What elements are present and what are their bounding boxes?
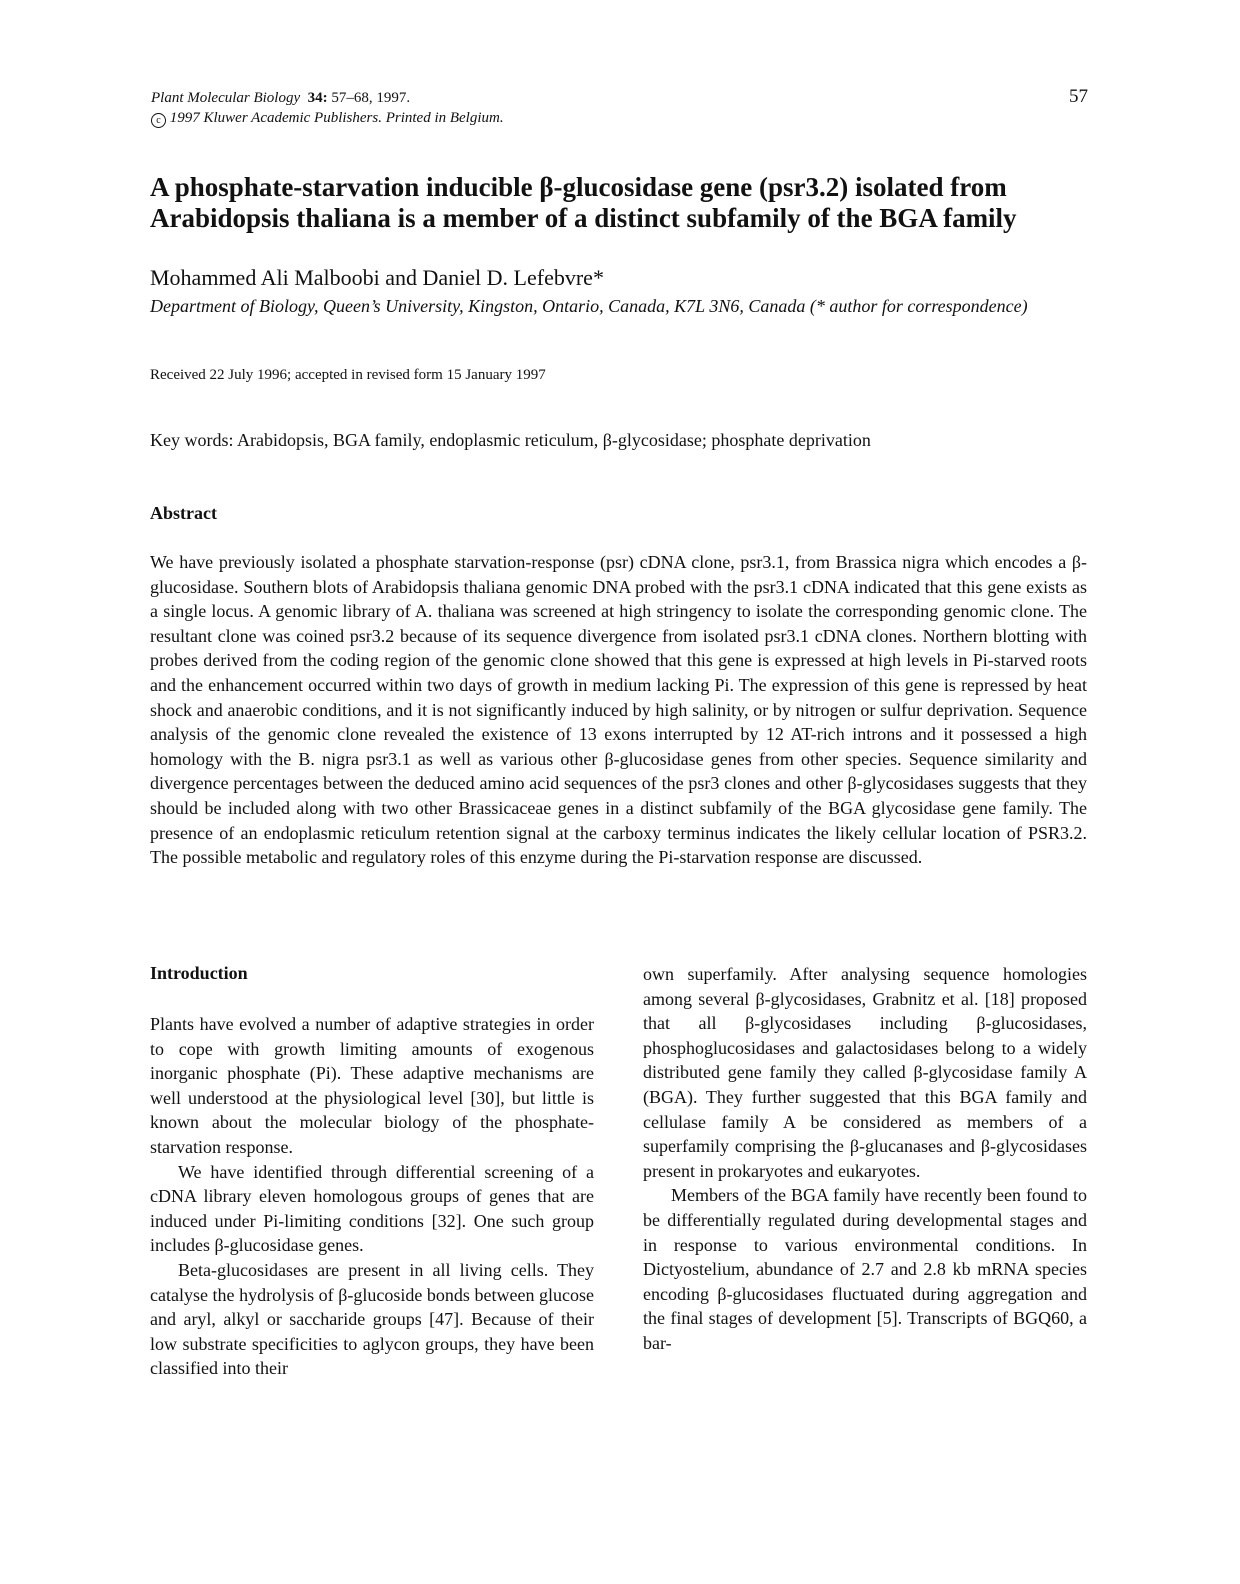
intro-paragraph-1: Plants have evolved a number of adaptive strategies in order to cope with growth limiting amounts of exogenous inorganic phosphate (Pi). These adaptive mechanisms are well understood at the physiological level [30], but little is known about the molecular biology of the phosphate-starvation response.: [150, 1014, 594, 1157]
authors: Mohammed Ali Malboobi and Daniel D. Lefebvre*: [150, 265, 604, 290]
intro-paragraph-3: Beta-glucosidases are present in all living cells. They catalyse the hydrolysis of β-glucoside bonds between glucose and aryl, alkyl or saccharide groups [47]. Because of their low substrate specificities to aglycon groups, they have been classified into their: [150, 1259, 594, 1379]
intro-paragraph-4: own superfamily. After analysing sequence homologies among several β-glycosidases, Grabnitz et al. [18] proposed that all β-glycosidases including β-glucosidases, phosphoglucosidases and galactosidases belong to a widely distributed gene family they called β-glycosidase family A (BGA). They further suggested that this BGA family and cellulase family A be considered as members of a superfamily comprising the β-glucanases and β-glycosidases present in prokaryotes and eukaryotes.: [643, 964, 1087, 1181]
received-dates: Received 22 July 1996; accepted in revised form 15 January 1997: [150, 367, 546, 383]
right-column: [643, 962, 1087, 1356]
journal-name: Plant Molecular Biology: [151, 90, 301, 106]
introduction-heading: Introduction: [150, 963, 248, 983]
page-number: 57: [1069, 86, 1088, 107]
copyright-icon: c: [151, 113, 166, 128]
abstract-heading: Abstract: [150, 503, 217, 523]
title-line-1: A phosphate-starvation inducible β-glucosidase gene (psr3.2) isolated from: [150, 172, 1007, 202]
volume: 34:: [307, 90, 328, 106]
abstract-text: We have previously isolated a phosphate starvation-response (psr) cDNA clone, psr3.1, from Brassica nigra which encodes a β-glucosidase. Southern blots of Arabidopsis thaliana genomic DNA probed with the psr3.1 cDNA indicated that this gene exists as a single locus. A genomic library of A. thaliana was screened at high stringency to isolate the corresponding genomic clone. The resultant clone was coined psr3.2 because of its sequence divergence from isolated psr3.1 cDNA clones. Northern blotting with probes derived from the coding region of the genomic clone showed that this gene is expressed at high levels in Pi-starved roots and the enhancement occurred within two days of growth in medium lacking Pi. The expression of this gene is repressed by heat shock and anaerobic conditions, and it is not significantly induced by high salinity, or by nitrogen or sulfur deprivation. Sequence analysis of the genomic clone revealed the existence of 13 exons interrupted by 12 AT-rich introns and it possessed a high homology with the B. nigra psr3.1 as well as various other β-glucosidase genes from other species. Sequence similarity and divergence percentages between the deduced amino acid sequences of the psr3 clones and other β-glycosidases suggests that they should be included along with two other Brassicaceae genes in a distinct subfamily of the BGA glycosidase gene family. The presence of an endoplasmic reticulum retention signal at the carboxy terminus indicates the likely cellular location of PSR3.2. The possible metabolic and regulatory roles of this enzyme during the Pi-starvation response are discussed.: [150, 552, 1087, 868]
pages-year: 57–68, 1997.: [327, 90, 411, 106]
copyright-line: [151, 108, 504, 128]
left-column: [150, 1012, 594, 1381]
copyright-text: 1997 Kluwer Academic Publishers. Printed in Belgium.: [166, 110, 504, 126]
title-line-2: Arabidopsis thaliana is a member of a distinct subfamily of the BGA family: [150, 203, 1017, 233]
article-title: [150, 172, 1110, 234]
intro-paragraph-5: Members of the BGA family have recently been found to be differentially regulated during developmental stages and in response to various environmental conditions. In Dictyostelium, abundance of 2.7 and 2.8 kb mRNA species encoding β-glucosidases fluctuated during aggregation and the final stages of development [5]. Transcripts of BGQ60, a bar-: [643, 1185, 1087, 1353]
journal-header: [151, 88, 504, 128]
affiliation: Department of Biology, Queen’s University, Kingston, Ontario, Canada, K7L 3N6, Canada (* author for correspondence): [150, 296, 1028, 316]
citation-line: [151, 88, 504, 108]
intro-paragraph-2: We have identified through differential screening of a cDNA library eleven homologous groups of genes that are induced under Pi-limiting conditions [32]. One such group includes β-glucosidase genes.: [150, 1161, 594, 1256]
keywords: Key words: Arabidopsis, BGA family, endoplasmic reticulum, β-glycosidase; phosphate deprivation: [150, 430, 871, 450]
